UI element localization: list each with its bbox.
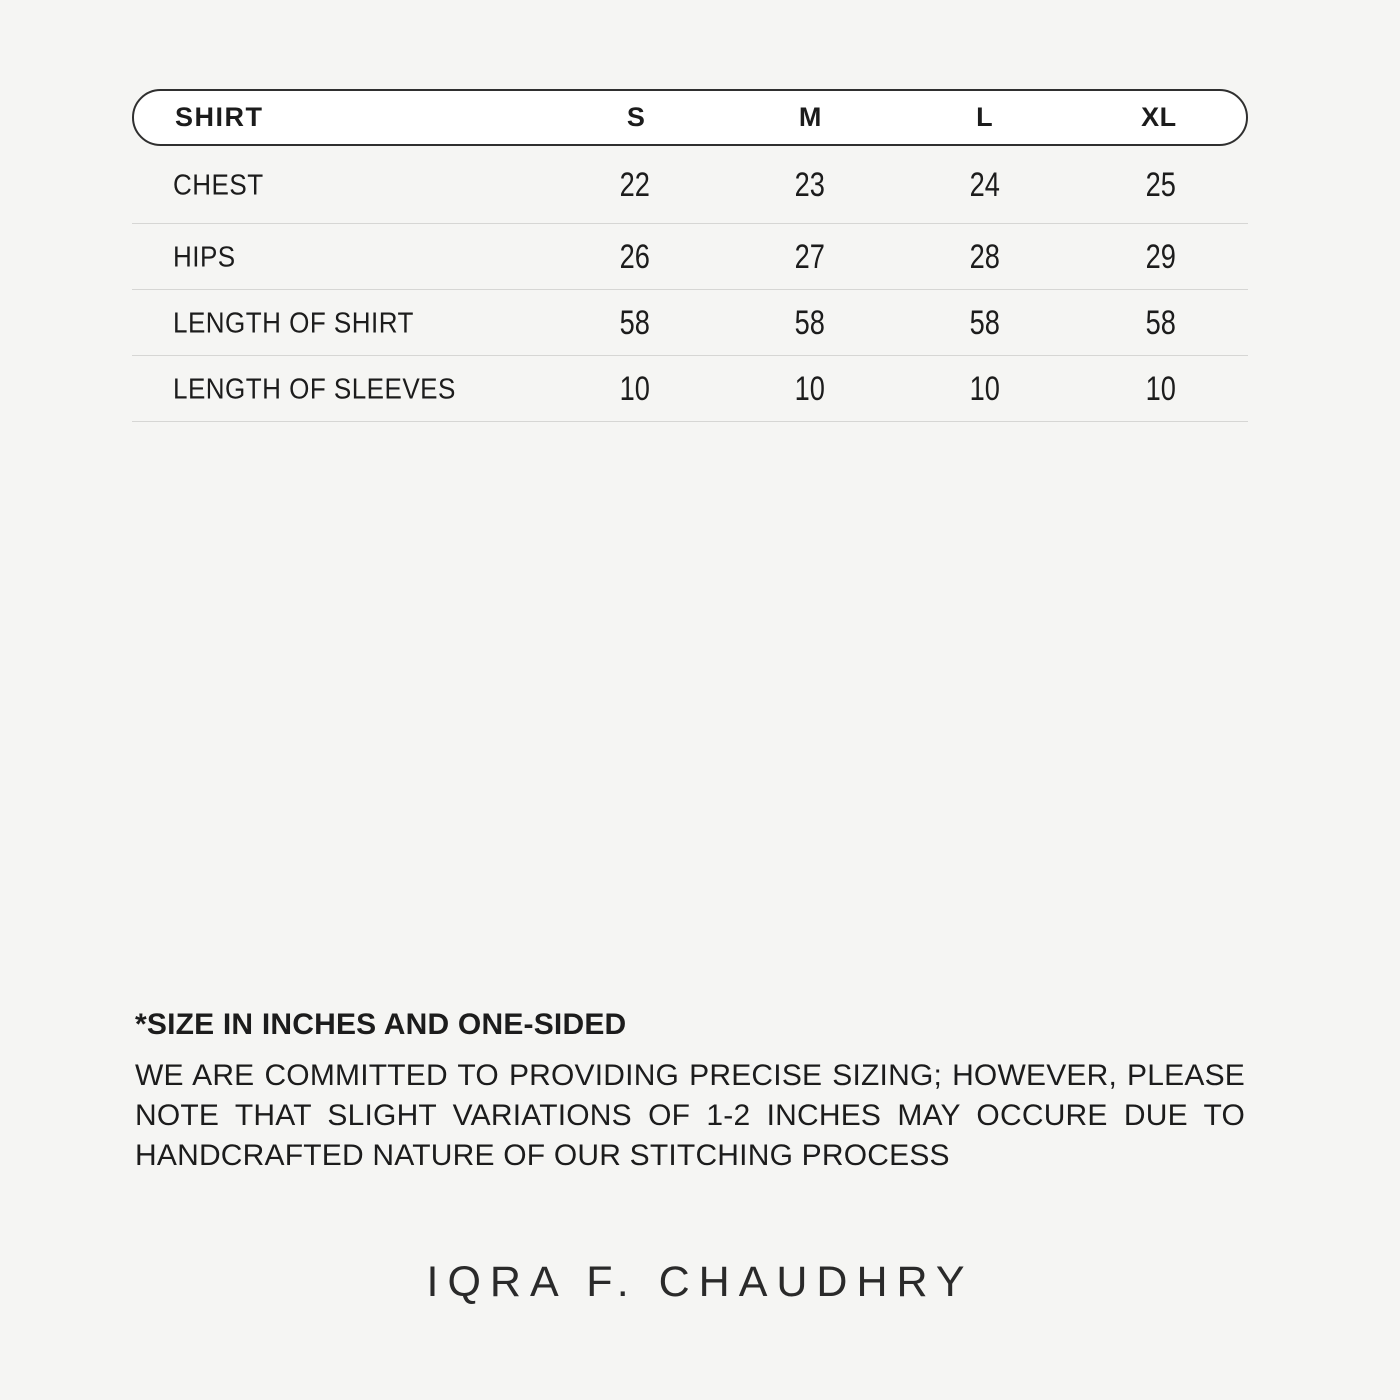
cell-value	[547, 238, 722, 275]
row-label-cell	[132, 241, 547, 273]
footnote-text-line: HANDCRAFTED NATURE OF OUR STITCHING PROCESS	[135, 1139, 950, 1172]
cell-value	[722, 238, 897, 275]
brand-logo: IQRA F. CHAUDHRY	[426, 1258, 974, 1306]
table-row-hips	[132, 224, 1248, 290]
cell-value	[547, 166, 722, 203]
cell-value-text: 10	[619, 368, 650, 408]
cell-value	[898, 304, 1073, 341]
row-label: LENGTH OF SHIRT	[173, 305, 414, 339]
cell-value-text: 25	[1145, 164, 1176, 204]
cell-value	[547, 304, 722, 341]
cell-value	[1073, 370, 1248, 407]
header-cell-size-s: S	[626, 102, 646, 132]
cell-value	[1073, 304, 1248, 341]
cell-value-text: 58	[619, 302, 650, 342]
header-cell-shirt: SHIRT	[175, 102, 264, 132]
cell-value	[1073, 166, 1248, 203]
cell-value	[898, 370, 1073, 407]
sizing-footnote	[135, 1008, 1245, 1176]
cell-value-text: 58	[1145, 302, 1176, 342]
row-label-cell	[132, 169, 547, 201]
cell-value-text: 58	[969, 302, 1001, 342]
cell-value	[722, 304, 897, 341]
row-label: CHEST	[173, 167, 264, 201]
cell-value	[722, 166, 897, 203]
cell-value-text: 24	[969, 164, 1001, 204]
table-row-length-of-sleeves	[132, 356, 1248, 422]
cell-value-text: 29	[1145, 236, 1176, 276]
row-label-cell	[132, 373, 547, 405]
cell-value	[1073, 238, 1248, 275]
table-header-row	[132, 89, 1248, 146]
cell-value	[898, 238, 1073, 275]
cell-value-text: 58	[794, 302, 826, 342]
header-cell-size-m: M	[798, 102, 822, 132]
size-chart-table	[132, 89, 1248, 422]
cell-value	[898, 166, 1073, 203]
cell-value-text: 22	[619, 164, 650, 204]
cell-value	[722, 370, 897, 407]
row-label: HIPS	[173, 239, 236, 273]
header-cell-size-l: L	[976, 102, 994, 132]
row-label-cell	[132, 307, 547, 339]
cell-value-text: 27	[794, 236, 826, 276]
table-row-length-of-shirt	[132, 290, 1248, 356]
footnote-text-line: NOTE THAT SLIGHT VARIATIONS OF 1-2 INCHES MAY OCCURE DUE TO	[135, 1099, 1245, 1132]
cell-value-text: 26	[619, 236, 650, 276]
table-row-chest	[132, 146, 1248, 224]
cell-value-text: 10	[969, 368, 1001, 408]
row-label: LENGTH OF SLEEVES	[173, 371, 456, 405]
header-cell-size-xl: XL	[1141, 102, 1177, 132]
footnote-text-line: WE ARE COMMITTED TO PROVIDING PRECISE SIZING; HOWEVER, PLEASE	[135, 1059, 1245, 1092]
cell-value-text: 28	[969, 236, 1001, 276]
cell-value-text: 10	[1145, 368, 1176, 408]
cell-value-text: 10	[794, 368, 826, 408]
footnote-heading: *SIZE IN INCHES AND ONE-SIDED	[135, 1008, 627, 1041]
cell-value-text: 23	[794, 164, 826, 204]
cell-value	[547, 370, 722, 407]
